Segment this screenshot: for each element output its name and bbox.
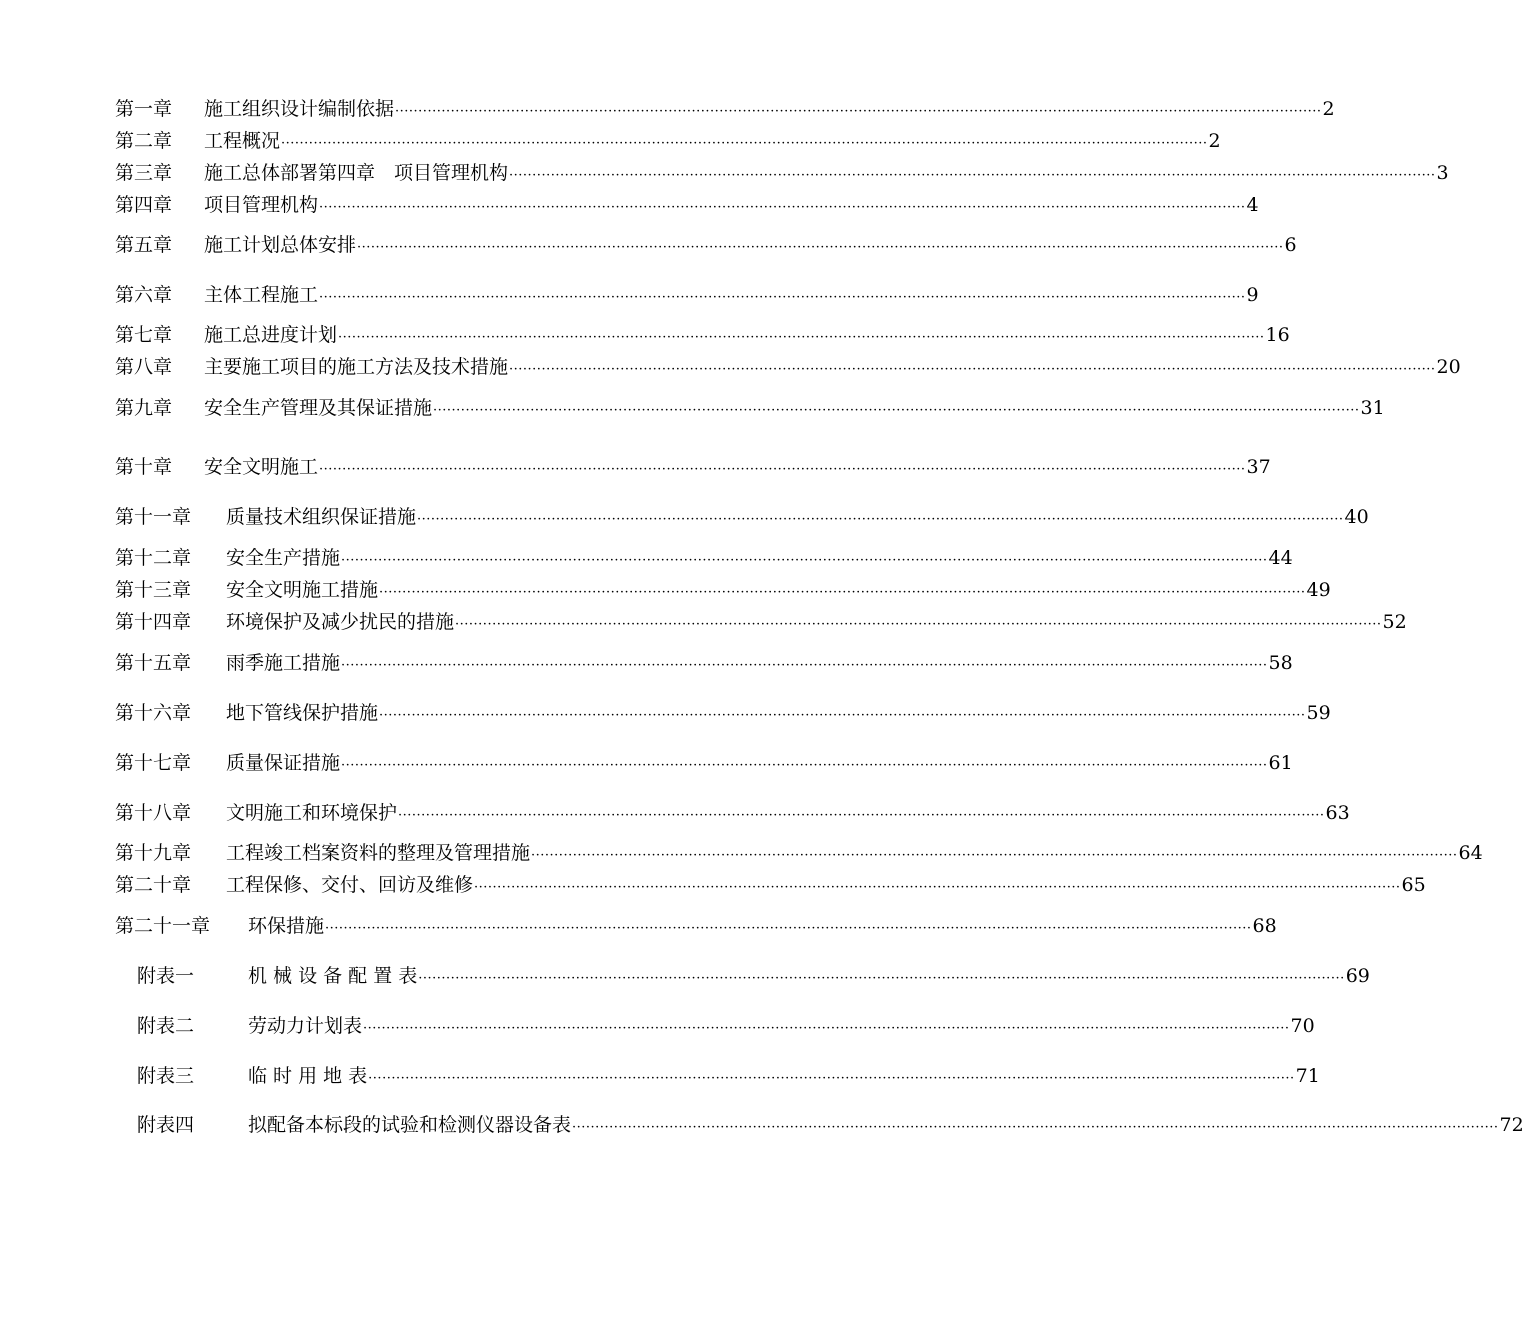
toc-title: 工程概况 (204, 130, 281, 152)
toc-title: 施工组织设计编制依据 (204, 98, 395, 120)
toc-leader: ········································································································································································································ (341, 553, 1268, 568)
toc-entry (115, 95, 1335, 123)
toc-entry (115, 281, 1259, 309)
toc-chapter: 第十三章 (115, 579, 192, 601)
toc-page-number: 2 (1208, 130, 1221, 152)
toc-entry (115, 871, 1426, 899)
toc-entry (137, 1111, 1524, 1139)
toc-leader: ········································································································································································································ (417, 512, 1344, 527)
toc-page-number: 20 (1436, 356, 1461, 378)
toc-chapter: 第十五章 (115, 652, 192, 674)
toc-leader: ········································································································································································································ (433, 403, 1360, 418)
toc-chapter: 附表一 (137, 965, 195, 987)
toc-leader: ········································································································································································································ (325, 921, 1252, 936)
toc-page-number: 2 (1322, 98, 1335, 120)
toc-title: 地下管线保护措施 (226, 702, 379, 724)
toc-chapter: 第十章 (115, 456, 173, 478)
toc-page-number: 4 (1246, 194, 1259, 216)
toc-entry (115, 231, 1297, 259)
toc-leader: ········································································································································································································ (319, 462, 1246, 477)
toc-page-number: 65 (1401, 874, 1426, 896)
toc-title: 安全文明施工措施 (226, 579, 379, 601)
toc-entry (115, 839, 1483, 867)
toc-page-number: 40 (1344, 506, 1369, 528)
toc-leader: ········································································································································································································ (281, 136, 1208, 151)
toc-title: 安全生产措施 (226, 547, 341, 569)
toc-title: 雨季施工措施 (226, 652, 341, 674)
toc-chapter: 第三章 (115, 162, 173, 184)
toc-entry (115, 799, 1350, 827)
toc-entry (115, 912, 1277, 940)
toc-title: 主要施工项目的施工方法及技术措施 (204, 356, 509, 378)
toc-chapter: 第一章 (115, 98, 173, 120)
toc-title: 环保措施 (248, 915, 325, 937)
toc-page-number: 6 (1284, 234, 1297, 256)
toc-leader: ········································································································································································································ (363, 1021, 1290, 1036)
toc-entry (137, 1012, 1315, 1040)
toc-chapter: 附表四 (137, 1114, 195, 1136)
toc-page-number: 70 (1290, 1015, 1315, 1037)
toc-page-number: 58 (1268, 652, 1293, 674)
toc-chapter: 第四章 (115, 194, 173, 216)
toc-chapter: 附表二 (137, 1015, 195, 1037)
toc-entry (115, 353, 1461, 381)
toc-entry (115, 159, 1449, 187)
toc-page-number: 64 (1458, 842, 1483, 864)
toc-entry (115, 394, 1385, 422)
toc-title: 安全生产管理及其保证措施 (204, 397, 433, 419)
toc-title: 质量技术组织保证措施 (226, 506, 417, 528)
toc-page-number: 44 (1268, 547, 1293, 569)
toc-chapter: 第七章 (115, 324, 173, 346)
toc-chapter: 第十二章 (115, 547, 192, 569)
toc-title: 机 械 设 备 配 置 表 (248, 965, 418, 987)
toc-leader: ········································································································································································································ (418, 971, 1345, 986)
toc-title: 项目管理机构 (204, 194, 319, 216)
toc-title: 质量保证措施 (226, 752, 341, 774)
toc-leader: ········································································································································································································ (357, 240, 1284, 255)
toc-leader: ········································································································································································································ (509, 168, 1436, 183)
toc-leader: ········································································································································································································ (319, 290, 1246, 305)
toc-title: 施工总进度计划 (204, 324, 338, 346)
toc-title: 工程保修、交付、回访及维修 (226, 874, 474, 896)
toc-page-number: 59 (1306, 702, 1331, 724)
toc-page-number: 37 (1246, 456, 1271, 478)
toc-chapter: 第二十一章 (115, 915, 211, 937)
toc-chapter: 第十四章 (115, 611, 192, 633)
toc-page-number: 63 (1325, 802, 1350, 824)
toc-chapter: 第二十章 (115, 874, 192, 896)
toc-title: 安全文明施工 (204, 456, 319, 478)
toc-entry (115, 453, 1271, 481)
toc-leader: ········································································································································································································ (474, 880, 1401, 895)
toc-leader: ········································································································································································································ (509, 362, 1436, 377)
toc-page-number: 52 (1382, 611, 1407, 633)
toc-entry (115, 503, 1369, 531)
toc-entry (115, 608, 1407, 636)
toc-title: 环境保护及减少扰民的措施 (226, 611, 455, 633)
toc-chapter: 第十九章 (115, 842, 192, 864)
toc-page-number: 16 (1265, 324, 1290, 346)
toc-chapter: 第六章 (115, 284, 173, 306)
toc-leader: ········································································································································································································ (572, 1120, 1499, 1135)
toc-page-number: 3 (1436, 162, 1449, 184)
toc-page-number: 71 (1295, 1065, 1320, 1087)
toc-page-number: 49 (1306, 579, 1331, 601)
toc-entry (115, 576, 1331, 604)
toc-entry (115, 321, 1290, 349)
toc-chapter: 第九章 (115, 397, 173, 419)
toc-page-number: 61 (1268, 752, 1293, 774)
toc-page-number: 68 (1252, 915, 1277, 937)
toc-chapter: 第五章 (115, 234, 173, 256)
toc-leader: ········································································································································································································ (531, 848, 1458, 863)
toc-page-number: 72 (1499, 1114, 1524, 1136)
toc-entry (115, 191, 1259, 219)
toc-title: 文明施工和环境保护 (226, 802, 398, 824)
toc-entry (137, 1062, 1320, 1090)
toc-entry (115, 544, 1293, 572)
toc-chapter: 附表三 (137, 1065, 195, 1087)
toc-chapter: 第十一章 (115, 506, 192, 528)
toc-leader: ········································································································································································································ (398, 808, 1325, 823)
toc-leader: ········································································································································································································ (379, 708, 1306, 723)
toc-entry (115, 127, 1221, 155)
toc-title: 工程竣工档案资料的整理及管理措施 (226, 842, 531, 864)
toc-chapter: 第八章 (115, 356, 173, 378)
toc-leader: ········································································································································································································ (455, 617, 1382, 632)
toc-title: 主体工程施工 (204, 284, 319, 306)
toc-title: 劳动力计划表 (248, 1015, 363, 1037)
toc-page-number: 31 (1360, 397, 1385, 419)
toc-entry (115, 649, 1293, 677)
toc-entry (115, 699, 1331, 727)
toc-leader: ········································································································································································································ (379, 585, 1306, 600)
toc-title: 施工计划总体安排 (204, 234, 357, 256)
toc-chapter: 第十七章 (115, 752, 192, 774)
toc-entry (115, 749, 1293, 777)
toc-leader: ········································································································································································································ (319, 200, 1246, 215)
toc-title: 拟配备本标段的试验和检测仪器设备表 (248, 1114, 572, 1136)
toc-page-number: 69 (1345, 965, 1370, 987)
toc-title: 临 时 用 地 表 (248, 1065, 368, 1087)
toc-entry (137, 962, 1370, 990)
toc-leader: ········································································································································································································ (338, 330, 1265, 345)
toc-chapter: 第二章 (115, 130, 173, 152)
toc-leader: ········································································································································································································ (368, 1071, 1295, 1086)
toc-title: 施工总体部署第四章 项目管理机构 (204, 162, 509, 184)
toc-leader: ········································································································································································································ (395, 104, 1322, 119)
toc-chapter: 第十八章 (115, 802, 192, 824)
toc-leader: ········································································································································································································ (341, 758, 1268, 773)
toc-page-number: 9 (1246, 284, 1259, 306)
toc-chapter: 第十六章 (115, 702, 192, 724)
toc-leader: ········································································································································································································ (341, 658, 1268, 673)
